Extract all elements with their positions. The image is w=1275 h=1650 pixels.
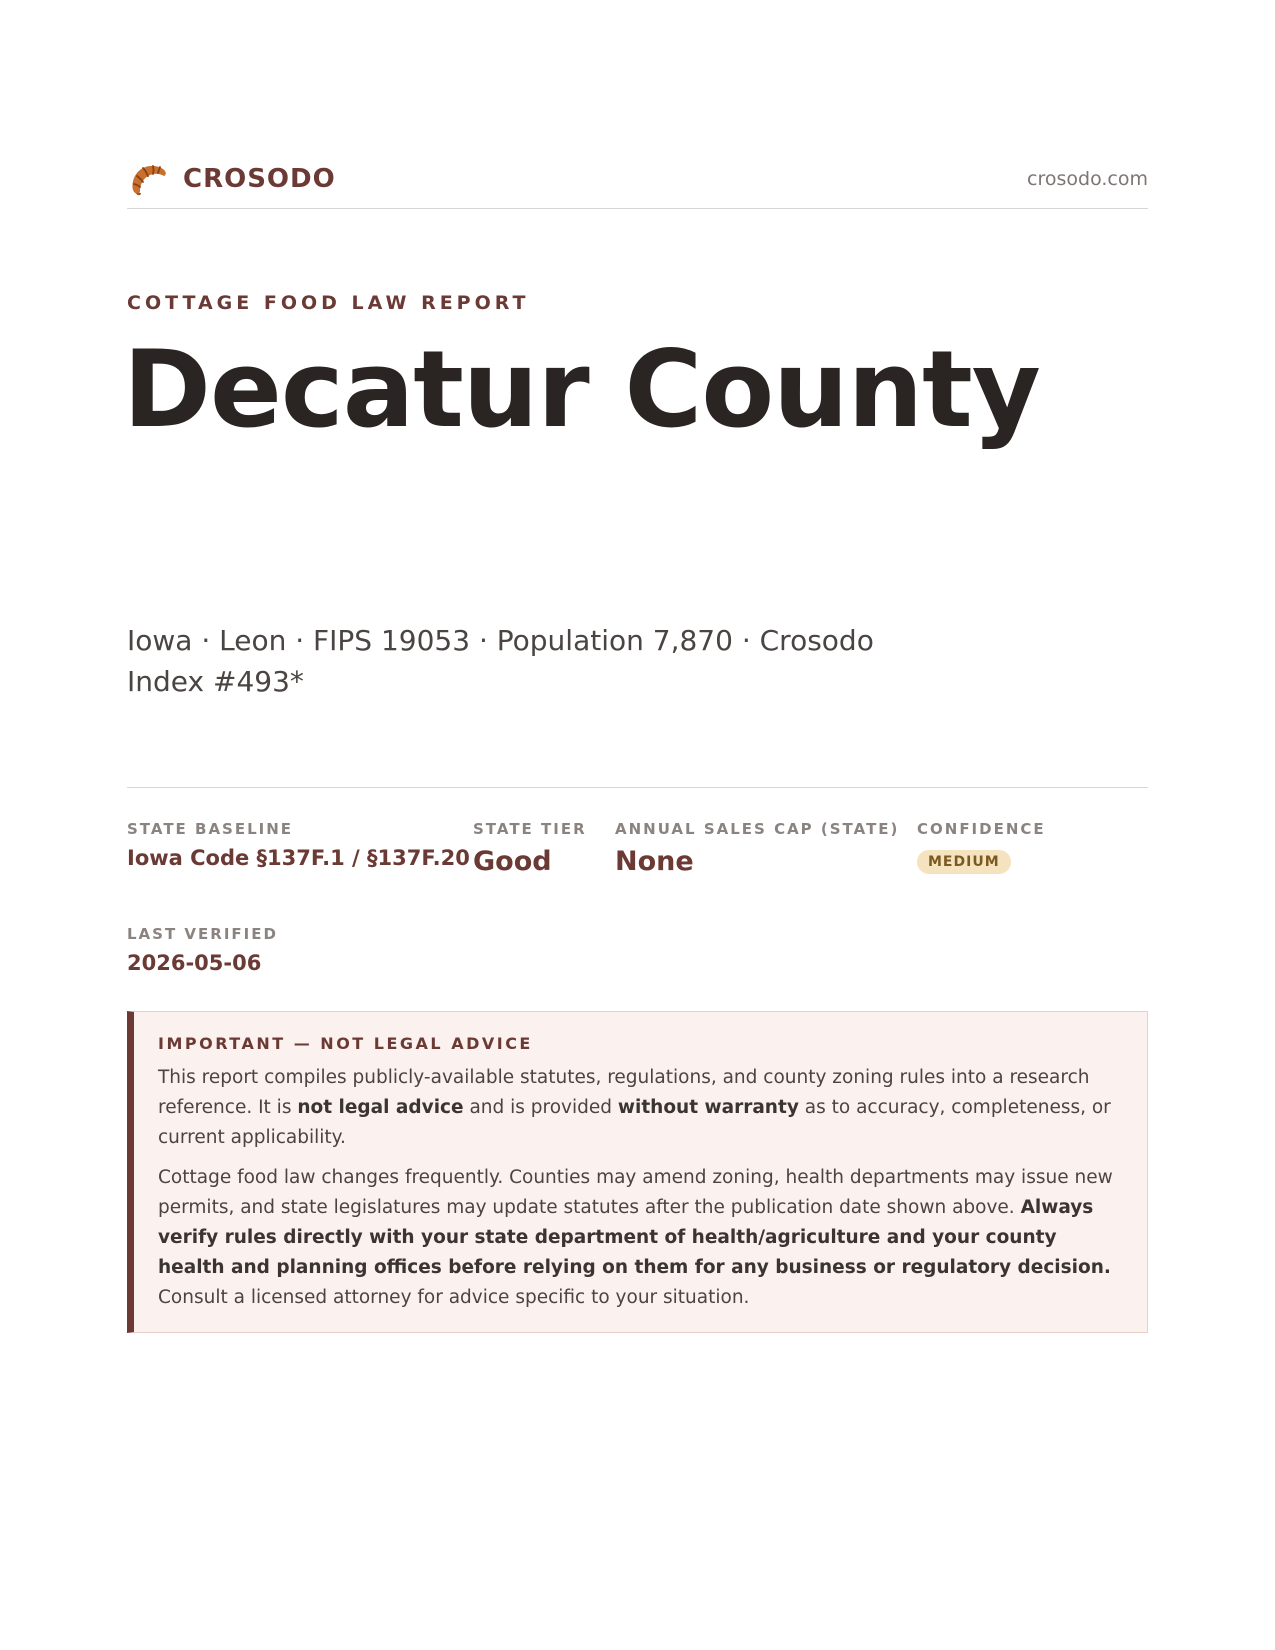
fact-value: 2026-05-06 <box>127 951 262 975</box>
emphasis-text: not legal advice <box>297 1097 464 1118</box>
disclaimer-paragraph <box>158 1163 1127 1313</box>
fact-state-tier <box>473 820 587 877</box>
text-run: This report compiles publicly-available statutes, regulations, and county zoning rules into a research reference. It is <box>158 1067 1090 1118</box>
fact-last-verified <box>127 925 278 975</box>
fact-label: STATE TIER <box>473 820 587 838</box>
fact-sales-cap <box>615 820 899 877</box>
fact-state-baseline <box>127 820 470 870</box>
fact-label: CONFIDENCE <box>917 820 1046 838</box>
fact-label: STATE BASELINE <box>127 820 294 838</box>
fact-value: Good <box>473 846 552 877</box>
croissant-icon <box>129 160 169 198</box>
fact-value: Iowa Code §137F.1 / §137F.20 <box>127 846 470 870</box>
disclaimer-paragraph <box>158 1063 1127 1153</box>
status-badge: MEDIUM <box>917 850 1011 874</box>
text-run: and is provided <box>463 1097 618 1118</box>
report-type-label: COTTAGE FOOD LAW REPORT <box>127 292 530 314</box>
fact-label: ANNUAL SALES CAP (STATE) <box>615 820 900 838</box>
legal-disclaimer <box>127 1011 1148 1333</box>
text-run: as to accuracy, completeness, or current applicability. <box>158 1097 1111 1148</box>
brand-name: CROSODO <box>183 164 336 194</box>
fact-label: LAST VERIFIED <box>127 925 278 943</box>
fact-value: None <box>615 846 694 877</box>
page-title: Decatur County <box>123 328 1040 451</box>
text-run: Cottage food law changes frequently. Counties may amend zoning, health departments may issue new permits, and state legislatures may update statutes after the publication date shown above. <box>158 1167 1113 1218</box>
disclaimer-heading: IMPORTANT — NOT LEGAL ADVICE <box>158 1034 533 1053</box>
section-divider <box>127 787 1148 788</box>
page-header <box>127 160 1148 209</box>
site-url[interactable]: crosodo.com <box>1027 168 1148 190</box>
emphasis-text: Always verify rules directly with your state department of health/agriculture and your county health and planning offices before relying on them for any business or regulatory decision. <box>158 1197 1111 1278</box>
text-run: Consult a licensed attorney for advice specific to your situation. <box>158 1287 750 1308</box>
fact-confidence <box>917 820 1046 874</box>
emphasis-text: without warranty <box>617 1097 799 1118</box>
county-summary: Iowa · Leon · FIPS 19053 · Population 7,870 · Crosodo Index #493* <box>127 624 874 698</box>
